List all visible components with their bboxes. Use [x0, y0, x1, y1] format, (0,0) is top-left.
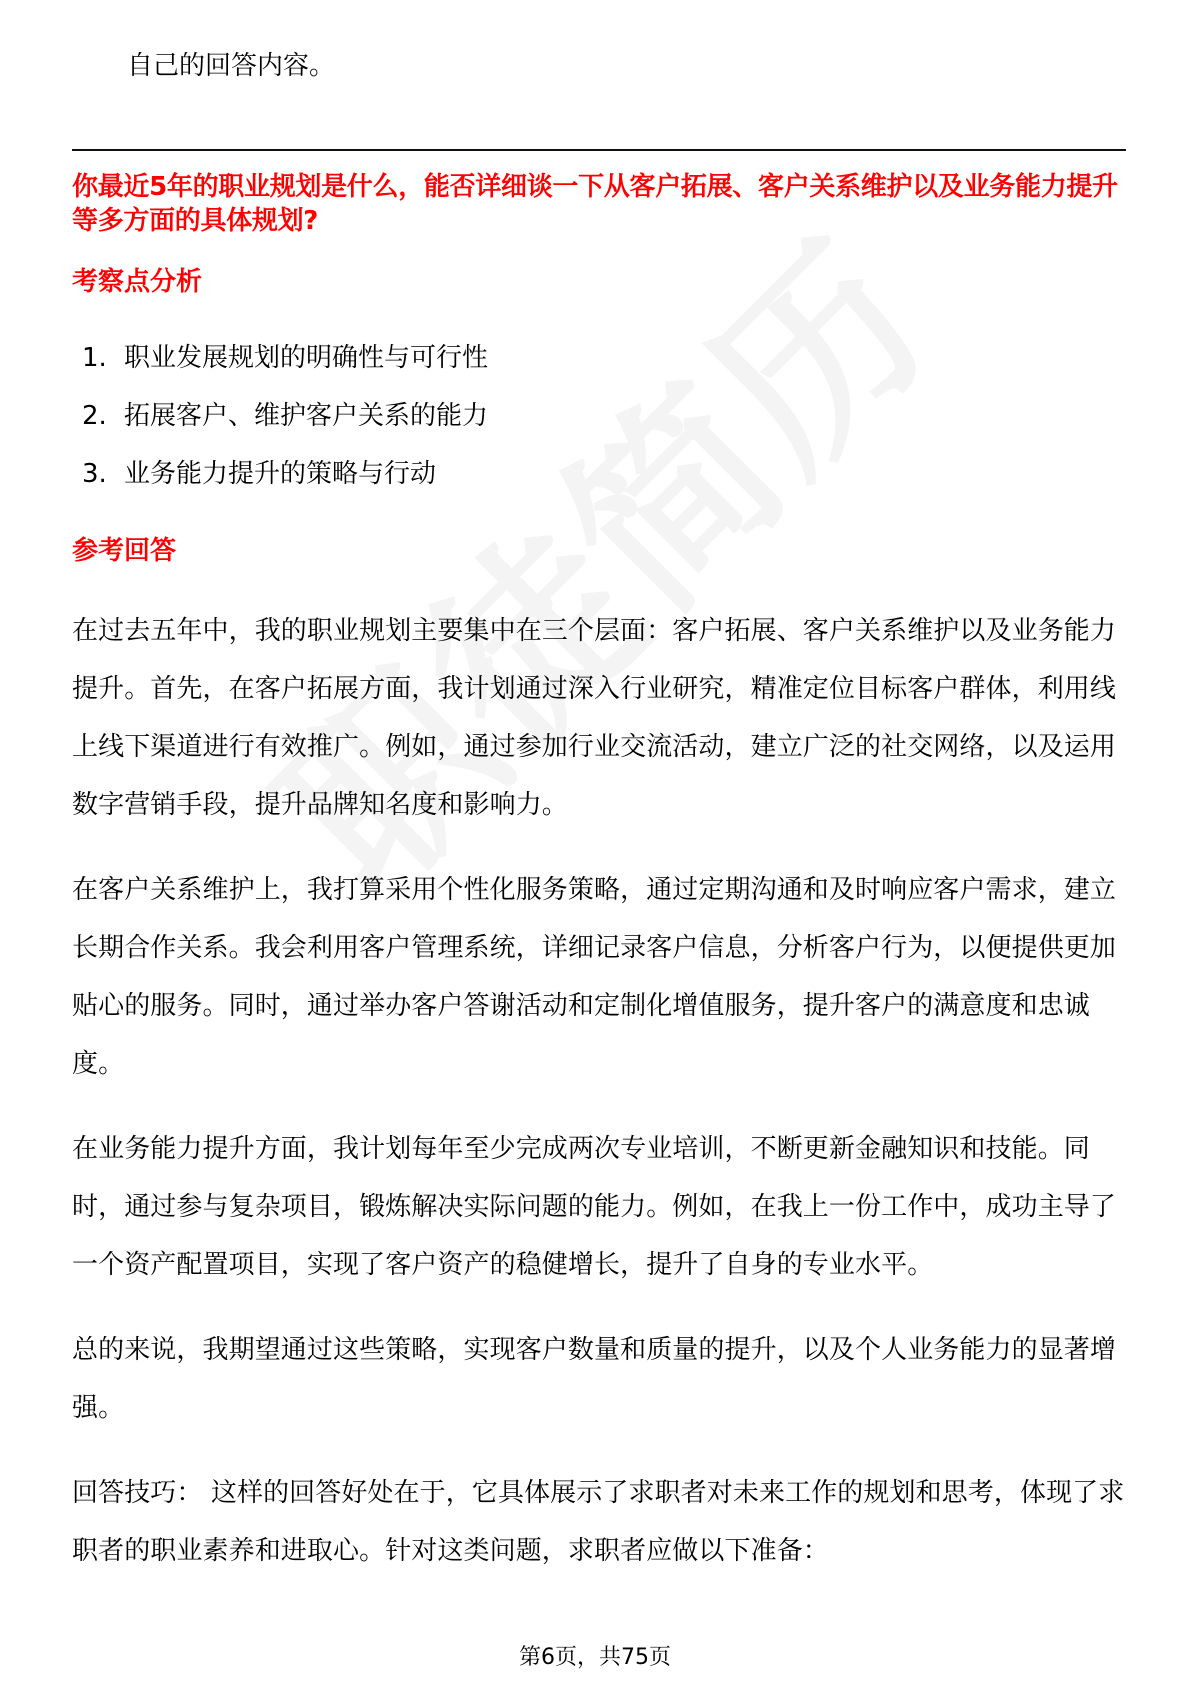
answer-tip: 回答技巧： 这样的回答好处在于，它具体展示了求职者对未来工作的规划和思考，体现了求职者的职业素养和进取心。针对这类问题，求职者应做以下准备：: [72, 1478, 1125, 1566]
section-divider: [72, 149, 1126, 151]
answer-paragraph: 在过去五年中，我的职业规划主要集中在三个层面：客户拓展、客户关系维护以及业务能力提升。首先，在客户拓展方面，我计划通过深入行业研究，精准定位目标客户群体，利用线上线下渠道进行有效推广。例如，通过参加行业交流活动，建立广泛的社交网络，以及运用数字营销手段，提升品牌知名度和影响力。: [72, 616, 1117, 820]
list-number: 2.: [82, 401, 107, 431]
intro-line: 自己的回答内容。: [127, 51, 336, 81]
list-text: 业务能力提升的策略与行动: [124, 459, 437, 489]
page-footer: 第6页，共75页: [519, 1645, 671, 1670]
analysis-points: [82, 338, 982, 512]
answer-paragraph: 总的来说，我期望通过这些策略，实现客户数量和质量的提升，以及个人业务能力的显著增强。: [72, 1335, 1117, 1423]
answer-body: [72, 602, 1132, 1607]
answer-paragraph: 在业务能力提升方面，我计划每年至少完成两次专业培训，不断更新金融知识和技能。同时，通过参与复杂项目，锻炼解决实际问题的能力。例如，在我上一份工作中，成功主导了一个资产配置项目，实现了客户资产的稳健增长，提升了自身的专业水平。: [72, 1134, 1117, 1280]
list-item: [82, 454, 982, 512]
list-item: [82, 396, 982, 454]
list-text: 拓展客户、维护客户关系的能力: [124, 401, 489, 431]
list-text: 职业发展规划的明确性与可行性: [124, 343, 489, 373]
analysis-heading: 考察点分析: [72, 267, 203, 297]
interview-question: 你最近5年的职业规划是什么，能否详细谈一下从客户拓展、客户关系维护以及业务能力提升等多方面的具体规划?: [72, 172, 1118, 236]
list-number: 3.: [82, 459, 107, 489]
answer-paragraph: 在客户关系维护上，我打算采用个性化服务策略，通过定期沟通和及时响应客户需求，建立长期合作关系。我会利用客户管理系统，详细记录客户信息，分析客户行为，以便提供更加贴心的服务。同时，通过举办客户答谢活动和定制化增值服务，提升客户的满意度和忠诚度。: [72, 875, 1117, 1079]
answer-heading: 参考回答: [72, 536, 177, 566]
list-number: 1.: [82, 343, 107, 373]
list-item: [82, 338, 982, 396]
